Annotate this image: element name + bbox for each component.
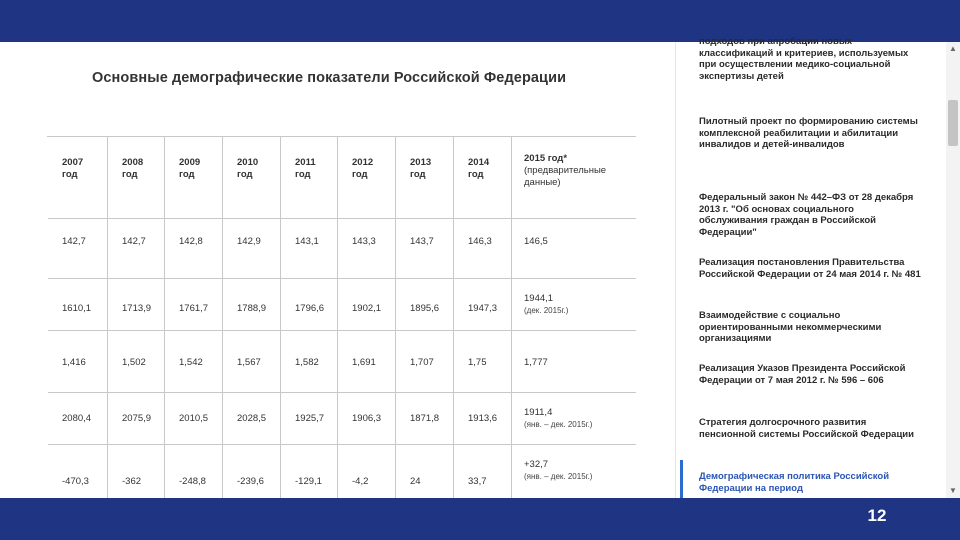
table-cell: 142,9	[223, 219, 281, 279]
table-cell: 1761,7	[165, 279, 223, 331]
table-cell: 1,416	[48, 331, 108, 393]
table-cell-2015: 1944,1 (дек. 2015г.)	[512, 279, 636, 331]
table-cell: 1,75	[454, 331, 512, 393]
table-header-row	[48, 137, 636, 219]
header-year-2014: 2014 год	[454, 137, 512, 219]
side-item-label: подходов при апробации новых классификаций и критериев, используемых при осуществлении медико-социальной экспертизы детей	[699, 36, 909, 82]
side-navigation-panel	[680, 36, 942, 498]
header-year-2015: 2015 год* (предварительные данные)	[512, 137, 636, 219]
table-cell: 24	[396, 445, 454, 505]
header-year-2012: 2012 год	[338, 137, 396, 219]
header-year-2007: 2007 год	[48, 137, 108, 219]
side-item-demographic-policy[interactable]	[699, 471, 921, 494]
table-cell: 1913,6	[454, 393, 512, 445]
table-cell-2015: +32,7 (янв. – дек. 2015г.)	[512, 445, 636, 505]
table-cell: 143,1	[281, 219, 338, 279]
table-cell-2015: 1911,4 (янв. – дек. 2015г.)	[512, 393, 636, 445]
table-cell-2015: 146,5	[512, 219, 636, 279]
table-cell: 1925,7	[281, 393, 338, 445]
table-cell: -239,6	[223, 445, 281, 505]
table-cell: 1,691	[338, 331, 396, 393]
active-item-marker	[680, 460, 683, 498]
table-cell: 33,7	[454, 445, 512, 505]
table-cell: -129,1	[281, 445, 338, 505]
table-cell: -4,2	[338, 445, 396, 505]
side-item-nco-interaction[interactable]	[699, 310, 921, 345]
side-item-pension-strategy[interactable]	[699, 417, 921, 440]
table-cell: -470,3	[48, 445, 108, 505]
table-cell: 142,7	[108, 219, 165, 279]
side-item-label: Федеральный закон № 442–ФЗ от 28 декабря 2013 г. "Об основах социального обслуживания граждан в Российской Федерации"	[699, 192, 914, 238]
table-cell: 1871,8	[396, 393, 454, 445]
table-cell: 1,542	[165, 331, 223, 393]
table-cell: 1,567	[223, 331, 281, 393]
side-item-rehabilitation-project[interactable]	[699, 116, 921, 151]
header-year-2011: 2011 год	[281, 137, 338, 219]
table-cell: 1906,3	[338, 393, 396, 445]
side-item-federal-law-442[interactable]	[699, 192, 921, 238]
demographics-table	[47, 136, 636, 505]
header-year-2013: 2013 год	[396, 137, 454, 219]
header-year-2008: 2008 год	[108, 137, 165, 219]
panel-divider	[675, 42, 676, 498]
page-number: 12	[867, 506, 887, 525]
table-cell: 143,3	[338, 219, 396, 279]
table-cell: 142,8	[165, 219, 223, 279]
side-item-presidential-decrees[interactable]	[699, 363, 921, 386]
table-cell: 1902,1	[338, 279, 396, 331]
scrollbar-thumb[interactable]	[948, 100, 958, 146]
side-item-label: Взаимодействие с социально ориентированными некоммерческими организациями	[699, 310, 882, 344]
side-item-label: Стратегия долгосрочного развития пенсионной системы Российской Федерации	[699, 417, 914, 440]
side-item-label: Реализация Указов Президента Российской Федерации от 7 мая 2012 г. № 596 – 606	[699, 363, 906, 386]
table-row	[48, 219, 636, 279]
side-item-label: Пилотный проект по формированию системы комплексной реабилитации и абилитации инвалидов и детей-инвалидов	[699, 116, 918, 150]
header-year-2009: 2009 год	[165, 137, 223, 219]
table-cell: 1796,6	[281, 279, 338, 331]
table-cell: 146,3	[454, 219, 512, 279]
table-row	[48, 393, 636, 445]
header-year-2010: 2010 год	[223, 137, 281, 219]
side-item-label: Реализация постановления Правительства Российской Федерации от 24 мая 2014 г. № 481	[699, 257, 921, 280]
table-cell: 142,7	[48, 219, 108, 279]
table-cell: 1,582	[281, 331, 338, 393]
table-cell: 143,7	[396, 219, 454, 279]
table-cell: 1610,1	[48, 279, 108, 331]
table-cell: 2010,5	[165, 393, 223, 445]
bottom-banner	[0, 498, 960, 540]
table-cell: -248,8	[165, 445, 223, 505]
demographics-table-container	[47, 136, 635, 498]
table-cell: 1,707	[396, 331, 454, 393]
table-cell: -362	[108, 445, 165, 505]
page-title: Основные демографические показатели Российской Федерации	[92, 70, 567, 86]
table-cell-2015: 1,777	[512, 331, 636, 393]
table-cell: 1713,9	[108, 279, 165, 331]
table-cell: 2028,5	[223, 393, 281, 445]
table-cell: 1,502	[108, 331, 165, 393]
table-cell: 2080,4	[48, 393, 108, 445]
scroll-down-arrow-icon[interactable]: ▼	[949, 486, 957, 495]
table-row	[48, 331, 636, 393]
scroll-up-arrow-icon[interactable]: ▲	[949, 44, 957, 53]
table-row	[48, 445, 636, 505]
table-cell: 1788,9	[223, 279, 281, 331]
side-item-resolution-481[interactable]	[699, 257, 921, 280]
table-row	[48, 279, 636, 331]
table-cell: 2075,9	[108, 393, 165, 445]
table-cell: 1895,6	[396, 279, 454, 331]
side-item-expertise-criteria[interactable]	[699, 36, 921, 82]
side-item-label: Демографическая политика Российской Федерации на период	[699, 471, 890, 494]
table-cell: 1947,3	[454, 279, 512, 331]
